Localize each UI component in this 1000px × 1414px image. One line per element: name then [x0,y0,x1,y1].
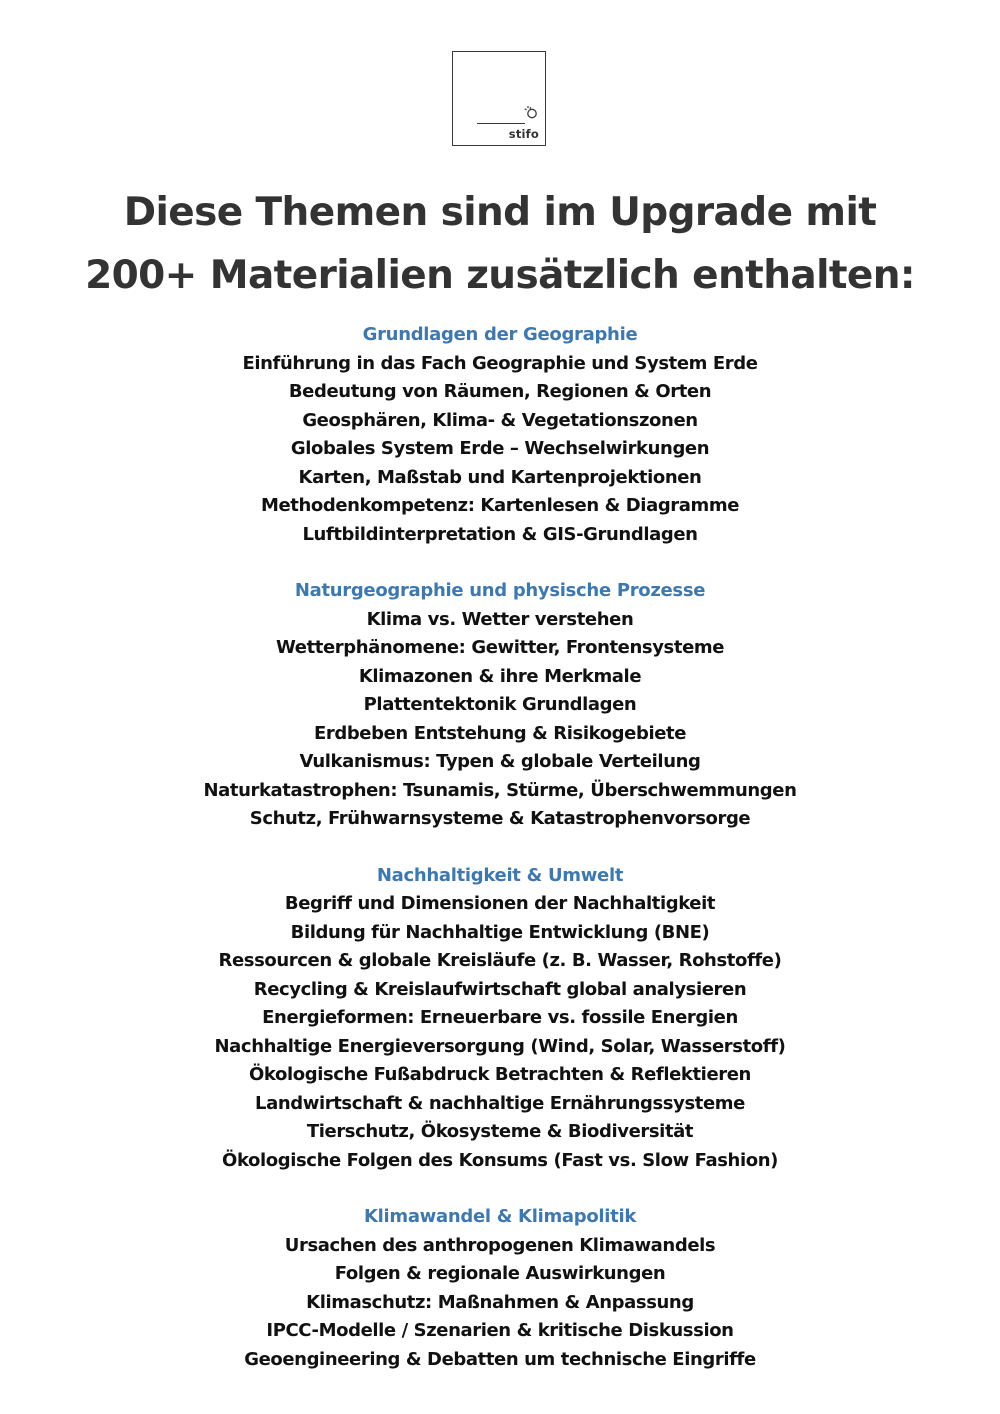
topic-item: Bedeutung von Räumen, Regionen & Orten [288,381,712,402]
topic-item: Geoengineering & Debatten um technische Eingriffe [244,1348,756,1370]
topic-item: Karten, Maßstab und Kartenprojektionen [298,466,702,488]
topic-item: Einführung in das Fach Geographie und System Erde [242,352,758,374]
topic-item: Ökologische Folgen des Konsums (Fast vs. Slow Fashion) [222,1149,778,1171]
section-naturgeographie [0,577,1000,834]
topic-item: Ursachen des anthropogenen Klimawandels [284,1234,716,1256]
logo-divider [477,123,525,124]
section-title: Naturgeographie und physische Prozesse [294,580,706,601]
topic-item: Klimaschutz: Maßnahmen & Anpassung [306,1291,694,1313]
section-title: Grundlagen der Geographie [362,324,638,345]
topic-item: Vulkanismus: Typen & globale Verteilung [299,751,701,772]
section-title: Nachhaltigkeit & Umwelt [376,864,624,886]
topic-list [0,606,1000,834]
topic-item: Folgen & regionale Auswirkungen [334,1263,666,1284]
topic-list [0,350,1000,550]
topic-list [0,890,1000,1175]
page-title-line-2: 200+ Materialien zusätzlich enthalten: [85,253,915,298]
section-klimawandel [0,1203,1000,1374]
topic-item: Klima vs. Wetter verstehen [366,608,634,630]
logo-text: stifo [508,127,539,141]
section-title: Klimawandel & Klimapolitik [363,1206,636,1227]
topic-item: Luftbildinterpretation & GIS-Grundlagen [302,523,698,545]
topic-item: Geosphären, Klima- & Vegetationszonen [302,409,698,431]
section-grundlagen [0,321,1000,549]
topic-list [0,1232,1000,1375]
topic-item: Energieformen: Erneuerbare vs. fossile Energien [262,1007,738,1028]
stifo-logo [452,51,546,146]
topic-item: Wetterphänomene: Gewitter, Frontensysteme [275,637,725,658]
topic-item: Klimazonen & ihre Merkmale [358,665,642,687]
topic-item: Begriff und Dimensionen der Nachhaltigkeit [284,893,716,914]
topic-item: Tierschutz, Ökosysteme & Biodiversität [306,1121,694,1142]
topic-item: Naturkatastrophen: Tsunamis, Stürme, Überschwemmungen [203,779,797,801]
topic-item: Schutz, Frühwarnsysteme & Katastrophenvorsorge [249,808,751,829]
section-nachhaltigkeit [0,862,1000,1176]
topic-sections [0,321,1000,1402]
topic-item: Landwirtschaft & nachhaltige Ernährungssysteme [255,1092,745,1114]
topic-item: Globales System Erde – Wechselwirkungen [290,438,710,459]
topic-item: Recycling & Kreislaufwirtschaft global analysieren [253,978,747,1000]
topic-item: Plattentektonik Grundlagen [363,694,637,715]
topic-item: Methodenkompetenz: Kartenlesen & Diagramme [260,495,740,516]
topic-item: Ressourcen & globale Kreisläufe (z. B. Wasser, Rohstoffe) [218,950,782,971]
topic-item: Erdbeben Entstehung & Risikogebiete [313,722,687,744]
topic-item: IPCC-Modelle / Szenarien & kritische Diskussion [266,1320,734,1341]
moon-sun-icon [523,104,539,120]
page-title-line-1: Diese Themen sind im Upgrade mit [123,190,877,235]
page-title [0,181,1000,307]
topic-item: Bildung für Nachhaltige Entwicklung (BNE) [290,921,710,943]
topic-item: Ökologische Fußabdruck Betrachten & Reflektieren [249,1064,751,1085]
topic-item: Nachhaltige Energieversorgung (Wind, Solar, Wasserstoff) [214,1035,786,1057]
